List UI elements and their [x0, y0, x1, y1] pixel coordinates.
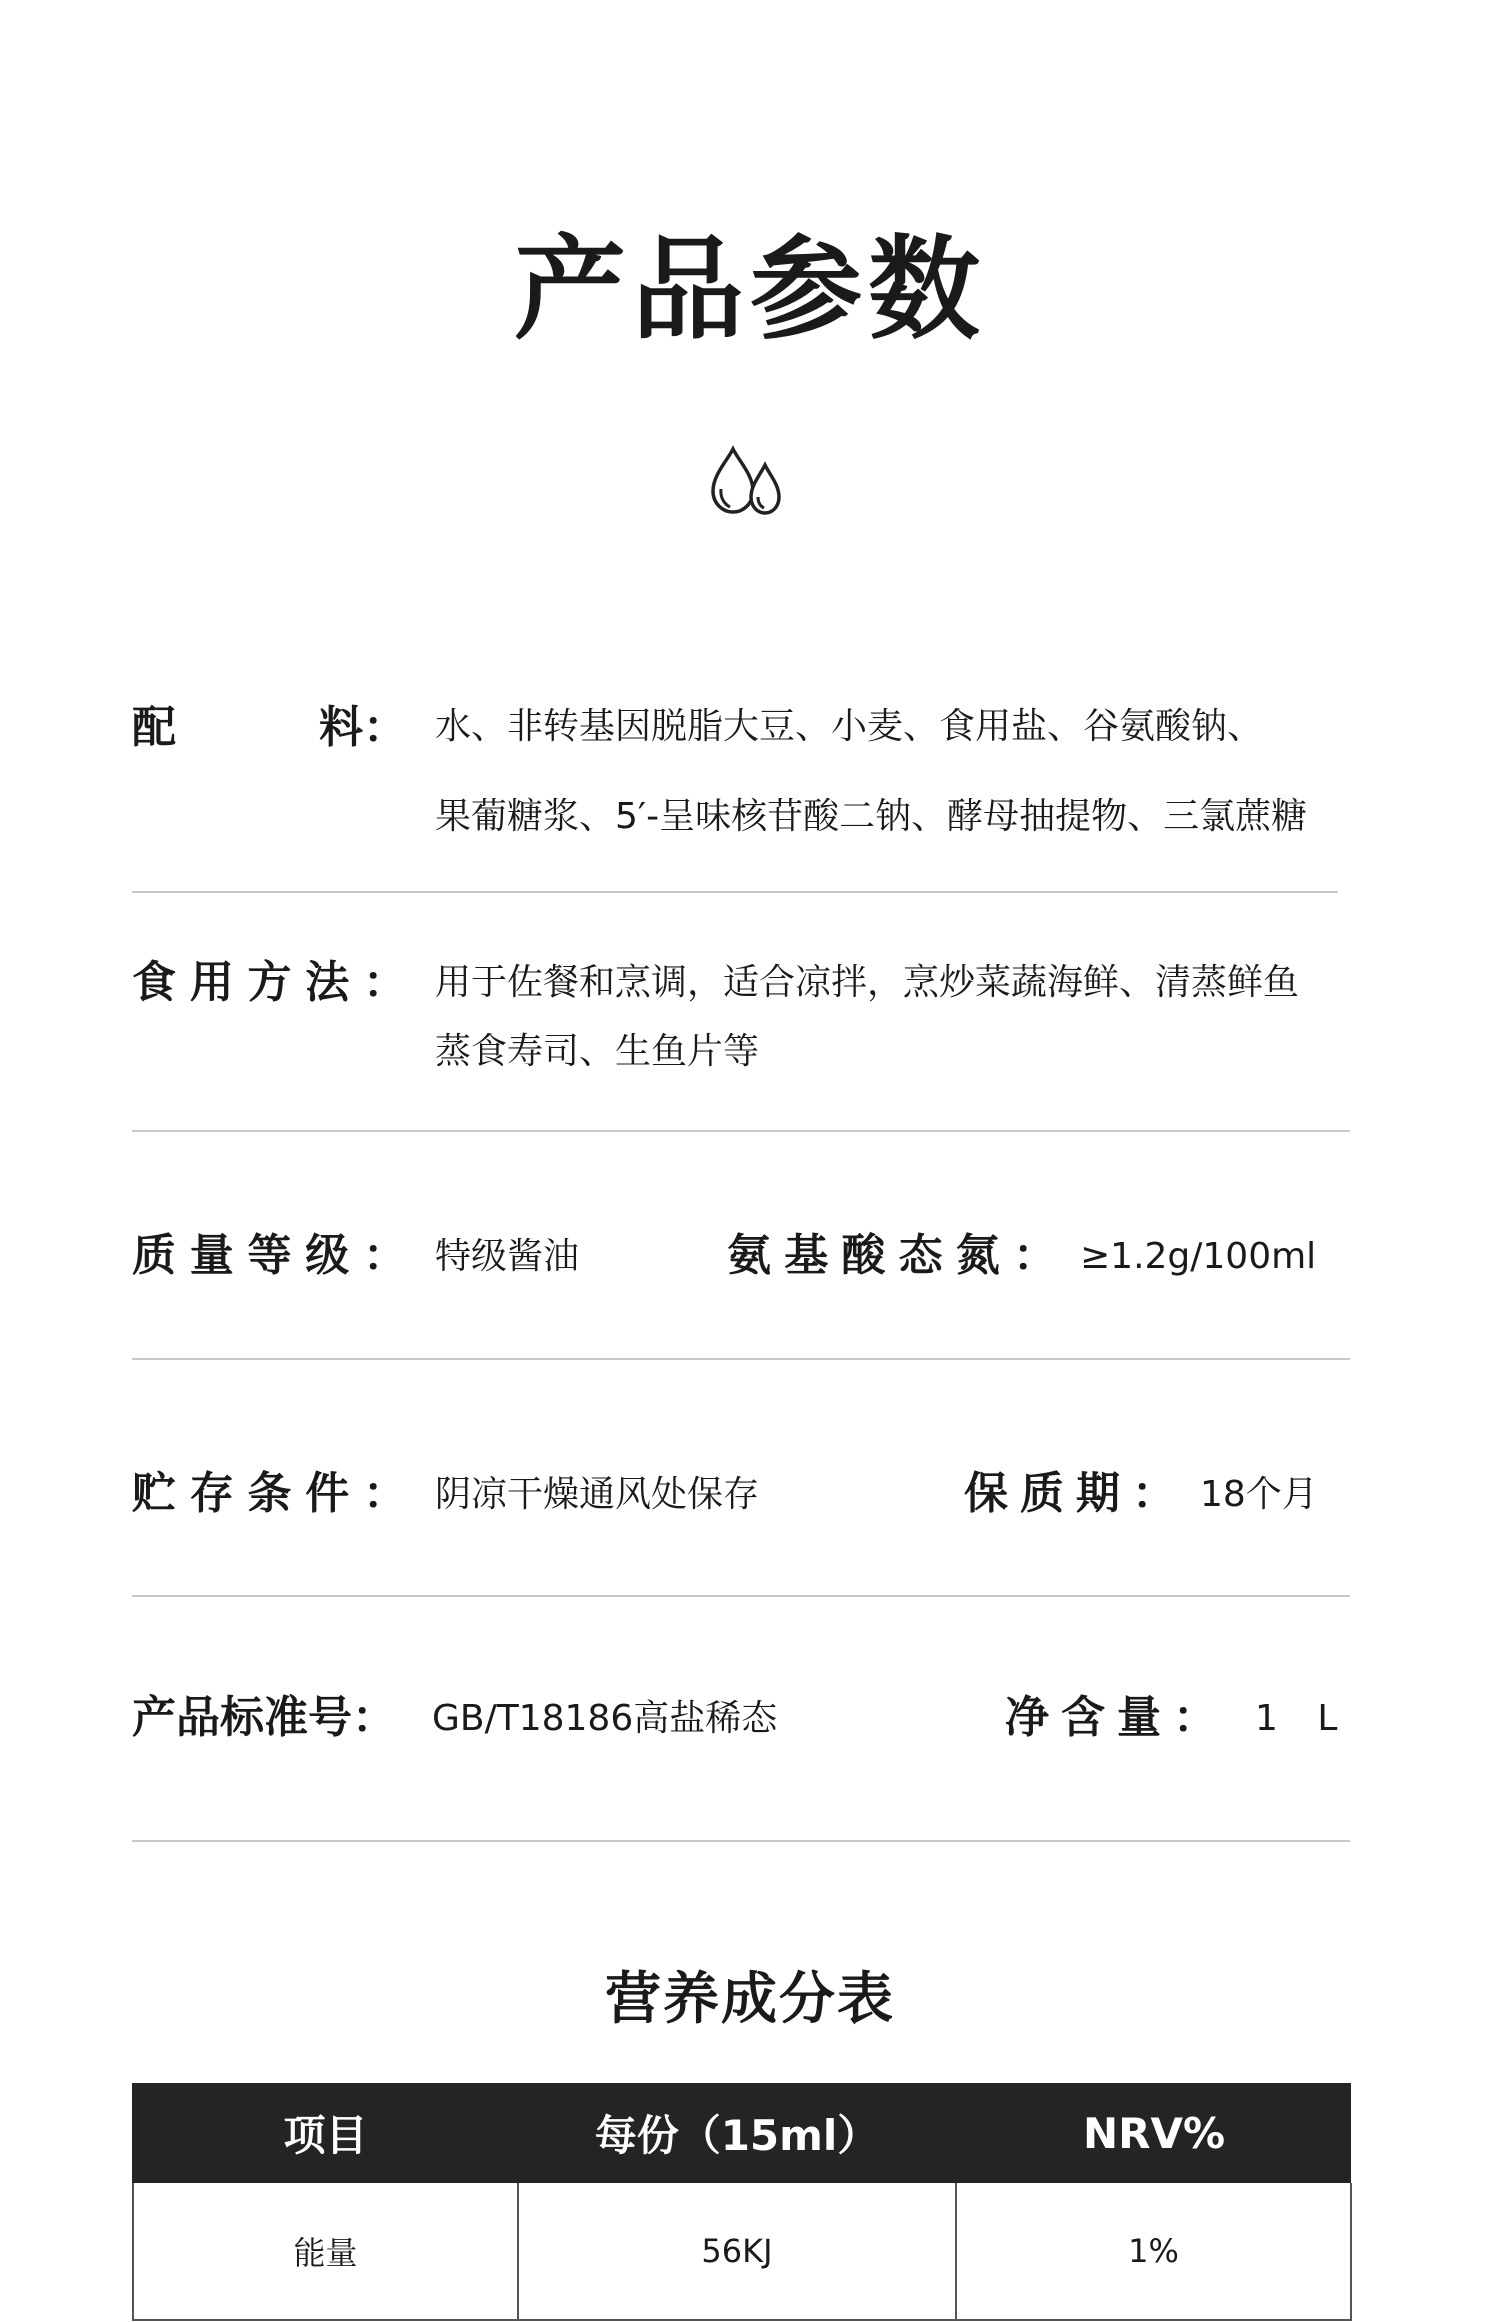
ingredients-label: 配 料：: [132, 702, 407, 753]
usage-label: 食 用 方 法 ：: [132, 957, 407, 1008]
usage-line-1: 用于佐餐和烹调，适合凉拌，烹炒菜蔬海鲜、清蒸鲜鱼: [435, 962, 1300, 1003]
amino-nitrogen-value: ≥1.2g/100ml: [1080, 1236, 1317, 1277]
storage-label: 贮 存 条 件 ：: [132, 1468, 407, 1519]
amino-nitrogen-label: 氨 基 酸 态 氮 ：: [727, 1230, 1057, 1281]
shelf-life-value: 18个月: [1200, 1474, 1318, 1515]
standard-label: 产品标准号：: [132, 1692, 396, 1743]
table-cell: 56KJ: [518, 2183, 956, 2320]
shelf-life-label: 保 质 期 ：: [964, 1468, 1176, 1519]
grade-value: 特级酱油: [435, 1236, 580, 1277]
usage-line-2: 蒸食寿司、生鱼片等: [435, 1031, 760, 1072]
nutrition-title: 营养成分表: [605, 1967, 895, 2032]
net-content-value: 1 L: [1255, 1698, 1352, 1739]
net-content-label: 净 含 量 ：: [1005, 1692, 1217, 1743]
divider: [132, 891, 1338, 893]
grade-label: 质 量 等 级 ：: [132, 1230, 407, 1281]
page-title: 产品参数: [514, 225, 986, 355]
standard-value: GB/T18186高盐稀态: [432, 1698, 778, 1739]
ingredients-line-2: 果葡糖浆、5′-呈味核苷酸二钠、酵母抽提物、三氯蔗糖: [435, 796, 1308, 837]
ingredients-line-1: 水、非转基因脱脂大豆、小麦、食用盐、谷氨酸钠、: [435, 706, 1264, 747]
nutrition-header-row: [133, 2083, 1351, 2183]
column-header-nrv: NRV%: [956, 2083, 1351, 2183]
nutrition-table: [132, 2083, 1352, 2321]
divider: [132, 1130, 1350, 1132]
divider: [132, 1595, 1350, 1597]
table-cell: 能量: [133, 2183, 518, 2320]
column-header-per-serving: 每份（15ml）: [518, 2083, 956, 2183]
table-cell: 1%: [956, 2183, 1351, 2320]
column-header-item: 项目: [133, 2083, 518, 2183]
table-row: [133, 2183, 1351, 2320]
storage-value: 阴凉干燥通风处保存: [435, 1474, 760, 1515]
water-drops-icon: [705, 435, 795, 525]
divider: [132, 1840, 1350, 1842]
divider: [132, 1358, 1350, 1360]
